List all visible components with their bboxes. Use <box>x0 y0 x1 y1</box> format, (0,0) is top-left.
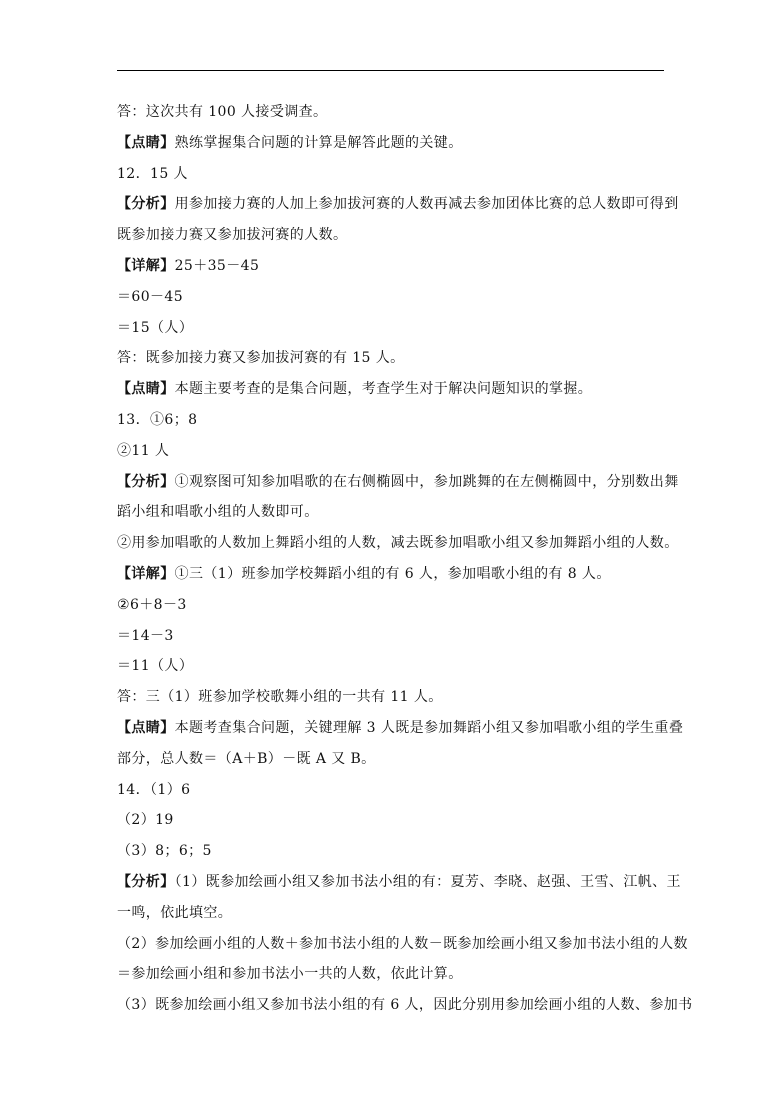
text-line: 部分，总人数＝（A＋B）－既 A 又 B。 <box>117 750 376 767</box>
document-body <box>117 97 693 1021</box>
header-rule <box>117 70 664 71</box>
text-line: 一鸣，依此填空。 <box>117 904 233 921</box>
text-line: （3）既参加绘画小组又参加书法小组的有 6 人，因此分别用参加绘画小组的人数、参加书 <box>117 997 693 1014</box>
equation-line: ＝14－3 <box>117 627 174 644</box>
equation-line: ②6＋8－3 <box>117 596 187 613</box>
section-tag: 【点睛】 <box>117 381 175 398</box>
text-line: ②用参加唱歌的人数加上舞蹈小组的人数，减去既参加唱歌小组又参加舞蹈小组的人数。 <box>117 535 679 552</box>
section-tag: 【详解】 <box>117 565 175 582</box>
text-line: （2）19 <box>117 812 174 829</box>
text-line: 既参加接力赛又参加拔河赛的人数。 <box>117 227 348 244</box>
question-number-line: 14．（1）6 <box>117 781 191 798</box>
equation-line: ＝11（人） <box>117 658 194 675</box>
text-line: 答：既参加接力赛又参加拔河赛的有 15 人。 <box>117 350 405 367</box>
text-line: 【分析】①观察图可知参加唱歌的在右侧椭圆中，参加跳舞的在左侧椭圆中，分别数出舞 <box>117 473 679 490</box>
text-line: 蹈小组和唱歌小组的人数即可。 <box>117 504 319 521</box>
text-line: 【点睛】本题考查集合问题，关键理解 3 人既是参加舞蹈小组又参加唱歌小组的学生重叠 <box>117 719 684 736</box>
section-tag: 【点睛】 <box>117 134 175 151</box>
text-line: （3）8；6；5 <box>117 843 212 860</box>
text-line: ＝参加绘画小组和参加书法小一共的人数，依此计算。 <box>117 966 463 983</box>
section-tag: 【分析】 <box>117 196 175 213</box>
text-line: ②11 人 <box>117 442 170 459</box>
section-tag: 【详解】 <box>117 257 175 274</box>
equation-line: ＝60－45 <box>117 288 184 305</box>
question-number-line: 12．15 人 <box>117 165 188 182</box>
question-number-line: 13．①6；8 <box>117 411 198 428</box>
text-line: 【分析】用参加接力赛的人加上参加拔河赛的人数再减去参加团体比赛的总人数即可得到 <box>117 196 679 213</box>
equation-line: ＝15（人） <box>117 319 194 336</box>
text-line: （2）参加绘画小组的人数＋参加书法小组的人数－既参加绘画小组又参加书法小组的人数 <box>117 935 688 952</box>
text-line: 【分析】（1）既参加绘画小组又参加书法小组的有：夏芳、李晓、赵强、王雪、江帆、王 <box>117 873 681 890</box>
text-line: 【详解】25＋35－45 <box>117 257 260 274</box>
section-tag: 【分析】 <box>117 873 175 890</box>
section-tag: 【分析】 <box>117 473 175 490</box>
text-line: 【点睛】本题主要考查的是集合问题，考查学生对于解决问题知识的掌握。 <box>117 381 593 398</box>
text-line: 【详解】①三（1）班参加学校舞蹈小组的有 6 人，参加唱歌小组的有 8 人。 <box>117 565 611 582</box>
section-tag: 【点睛】 <box>117 719 175 736</box>
text-line: 【点睛】熟练掌握集合问题的计算是解答此题的关键。 <box>117 134 463 151</box>
text-line: 答：三（1）班参加学校歌舞小组的一共有 11 人。 <box>117 689 443 706</box>
text-line: 答：这次共有 100 人接受调查。 <box>117 104 328 120</box>
